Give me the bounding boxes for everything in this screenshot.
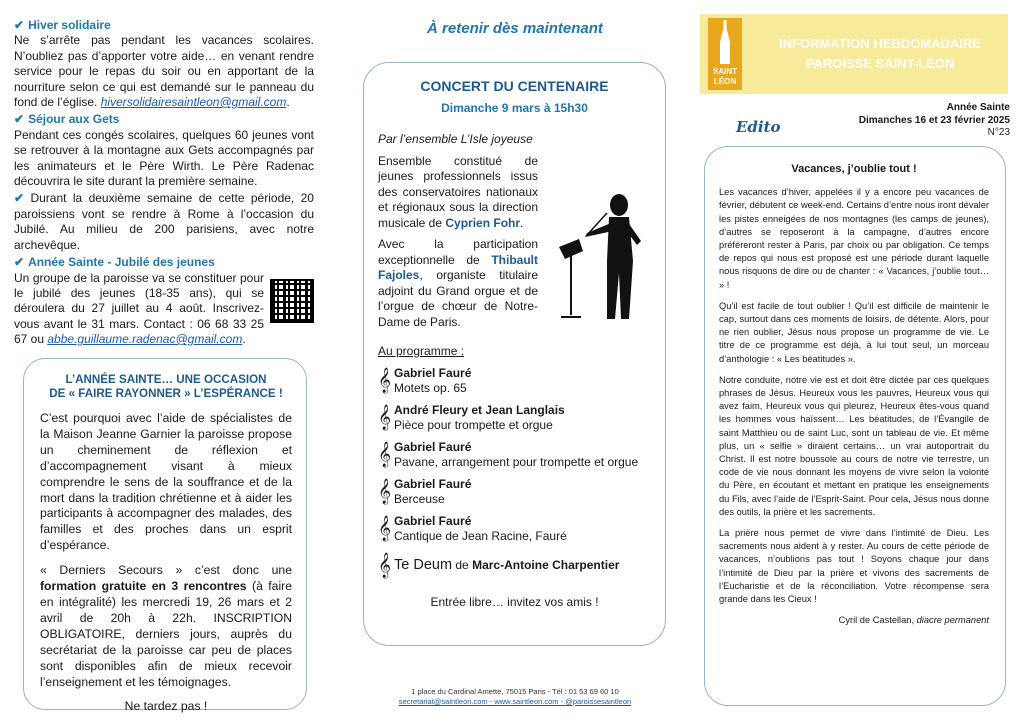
church-logo xyxy=(708,18,742,90)
work: Motets op. 65 xyxy=(394,381,467,395)
email-link[interactable]: abbe.guillaume.radenac@gmail.com xyxy=(47,332,243,347)
programme-heading: Au programme : xyxy=(378,344,465,358)
treble-clef-icon: 𝄞 xyxy=(378,441,392,467)
section-hiver-solidaire xyxy=(14,18,314,110)
section-body-text: Durant la deuxième semaine de cette période, 20 paroissiens vont se rendre à Rome à l’occasion du Jubilé. Au milieu de 200 parisiens, avec notre archevêque. xyxy=(14,191,314,252)
composer: André Fleury et Jean Langlais xyxy=(394,402,565,417)
section-title-text: Hiver solidaire xyxy=(28,18,111,32)
conductor-silhouette xyxy=(557,191,647,321)
header-banner xyxy=(700,14,1008,94)
box-text: « Derniers Secours » c’est donc une xyxy=(40,563,292,578)
edito-paragraph: Qu’il est facile de tout oublier ! Qu’il est difficile de maintenir le cap, surtout dans ces moments de loisirs, de détente. Alors, pour ne rien oublier, Jésus nous propose un programme de vie. Le titre de ce programme est déjà, à lui tout seul, un morceau d’anthologie : « Les béatitudes ». xyxy=(719,300,989,364)
banner-line1: INFORMATION HEBDOMADAIRE xyxy=(779,36,981,51)
programme-label: Au programme xyxy=(378,344,458,358)
desc-text: Ensemble constitué de jeunes professionnels issus des conservatoires nationaux et régionaux sous la direction musicale de xyxy=(378,153,538,230)
section-title xyxy=(14,112,314,127)
footer-address: 1 place du Cardinal Amette, 75015 Paris - Tél : 01 53 69 60 10 xyxy=(411,687,619,696)
signature-role: diacre permanent xyxy=(916,615,989,626)
programme-item xyxy=(378,366,651,397)
check-icon: ✔ xyxy=(14,112,25,127)
box-title-line2: DE « FAIRE RAYONNER » L’ESPÉRANCE ! xyxy=(49,387,283,400)
composer: Gabriel Fauré xyxy=(394,513,472,528)
edito-title: Vacances, j’oublie tout ! xyxy=(791,163,917,175)
edito-paragraph: Les vacances d’hiver, appelées il y a encore peu vacances de février, débutent ce week-end. Certains d’entre nous iront dévaler les pistes enneigées de nos montagnes (les camps de jeunes), d’autres se reposeront à la campagne, d’autres encore préféreront rester à Paris, par choix ou par obligation. Ce temps de repos qui nous est proposé est une période durant laquelle nous risquons de dire ou de chanter : « Vacances, j’oublie tout… » ! xyxy=(719,187,989,290)
box-text: (à faire en intégralité) les mercredi 19, 26 mars et 2 avril de 20h à 22h. INSCRIPTION OBLIGATOIRE, derniers jours, auprès du secrétariat de la paroisse car peu de places sont disponibles afin de mieux recevoir l’enseignement et les témoignages. xyxy=(40,579,292,689)
check-icon: ✔ xyxy=(14,255,25,270)
section-body: Pendant ces congés scolaires, quelques 60 jeunes vont se retrouver à la montagne aux Gets accompagnés par les animateurs et le Père Wirth. Le Père Radenac découvrira le site durant la première semaine. xyxy=(14,127,314,189)
programme-text xyxy=(394,477,471,508)
programme-item xyxy=(378,551,651,581)
section-rome xyxy=(14,191,314,253)
box-paragraph: C’est pourquoi avec l’aide de spécialistes de la Maison Jeanne Garnier la paroisse propose un cheminement de réflexion et d’accompagnement visant à mieux comprendre le sens de la souffrance et de la mort dans la tradition chrétienne et à aider les participants à accompagner des malades, des familles et des proches dans un esprit d’espérance. xyxy=(40,411,292,553)
year-label: Année Sainte xyxy=(946,102,1010,113)
composer: Gabriel Fauré xyxy=(394,439,472,454)
box-closing: Ne tardez pas ! xyxy=(124,699,208,714)
entry-note: Entrée libre… invitez vos amis ! xyxy=(430,594,599,609)
programme-text xyxy=(394,514,567,545)
issue-number: N°23 xyxy=(987,127,1010,138)
ensemble-description: Ensemble constitué de jeunes professionnels issus des conservatoires nationaux et régionaux sous la direction musicale de Cyprien Fohr. xyxy=(378,153,538,230)
participation-description xyxy=(378,237,538,330)
middle-heading: À retenir dès maintenant xyxy=(427,20,603,37)
treble-clef-icon: 𝄞 xyxy=(378,515,392,541)
programme-item xyxy=(378,403,651,434)
treble-clef-icon: 𝄞 xyxy=(378,367,392,393)
section-body xyxy=(14,191,314,253)
section-title-text: Année Sainte - Jubilé des jeunes xyxy=(28,255,215,270)
footer-links[interactable]: secretariat@saintleon.com - www.saintleon.com - @paroissesaintleon xyxy=(398,697,632,706)
box-paragraph xyxy=(40,563,292,690)
check-icon: ✔ xyxy=(14,191,25,206)
box-title xyxy=(40,373,292,401)
section-body: Ne s’arrête pas pendant les vacances scolaires. N’oubliez pas d’apporter votre aide… en venant rendre service pour le repas du soir ou en apportant de la nourriture selon ce qui est demandé sur le panneau du fond de l’église. hiversolidairesaintleon@gmail.com. xyxy=(14,33,314,110)
te-deum-de: de xyxy=(455,557,469,572)
work: Cantique de Jean Racine, Fauré xyxy=(394,529,567,543)
footer xyxy=(355,687,675,707)
composer: Marc-Antoine Charpentier xyxy=(472,557,620,572)
section-sejour-gets xyxy=(14,112,314,189)
section-title-text: Séjour aux Gets xyxy=(28,112,120,127)
edito-label: Edito xyxy=(736,118,781,136)
te-deum-title: Te Deum xyxy=(394,556,453,573)
concert-box xyxy=(363,62,666,646)
logo-text-1: SAINT xyxy=(713,67,737,76)
logo-text-2: LÉON xyxy=(713,77,737,86)
issue-meta xyxy=(859,102,1010,140)
banner-line2: PAROISSE SAINT-LÉON xyxy=(805,56,955,71)
left-column xyxy=(14,0,314,350)
edito-box xyxy=(704,146,1006,706)
check-icon: ✔ xyxy=(14,18,25,32)
box-bold-text: formation gratuite en 3 rencontres xyxy=(40,579,247,594)
signature-name: Cyril de Castellan, xyxy=(838,615,915,626)
composer: Gabriel Fauré xyxy=(394,365,472,380)
treble-clef-icon: 𝄞 xyxy=(378,404,392,430)
section-title xyxy=(14,255,314,270)
programme-item xyxy=(378,440,651,471)
programme-text xyxy=(394,366,471,397)
programme-text xyxy=(394,558,619,574)
programme-item xyxy=(378,514,651,545)
work: Pavane, arrangement pour trompette et orgue xyxy=(394,455,639,469)
programme-text xyxy=(394,403,565,434)
edito-signature xyxy=(719,614,989,627)
annee-sainte-box xyxy=(23,358,307,714)
work: Pièce pour trompette et orgue xyxy=(394,418,553,432)
edito-paragraph: La prière nous permet de vivre dans l’intimité de Dieu. Les sacrements nous aident à y rester. Au cours de cette période de vacances, n’oublions pas tout ! Soyons chaque jour dans l’intimité de Dieu par la prière et vivons des sacrements de l’Eucharistie et de la réconciliation. Votre récompense sera grande dans les Cieux ! xyxy=(719,528,989,605)
section-body-text: Ne s’arrête pas pendant les vacances scolaires. N’oubliez pas d’apporter votre aide… en venant rendre service pour le repas du soir ou en apportant de la nourriture selon ce qui est demandé sur le panneau du fond de l’église. xyxy=(14,33,314,110)
banner-title xyxy=(760,34,1000,74)
work: Berceuse xyxy=(394,492,445,506)
desc-text: , organiste titulaire adjoint du Grand orgue et de l’orgue de chœur de Notre-Dame de Paris. xyxy=(378,268,538,329)
email-link[interactable]: hiversolidairesaintleon@gmail.com xyxy=(100,95,287,110)
section-body-text: Un groupe de la paroisse va se constituer pour le jubilé des jeunes (18-35 ans), qui se déroulera du 27 juillet au 4 août. Inscrivez-vous avant le 31 mars. Contact : 06 68 33 25 67 ou xyxy=(14,270,264,347)
composer: Gabriel Fauré xyxy=(394,476,472,491)
ensemble-name: Par l’ensemble L’Isle joyeuse xyxy=(378,132,533,146)
section-title xyxy=(14,18,314,33)
edito-paragraph: Notre conduite, notre vie est et doit être dictée par ces quelques phrases de Jésus. Heureux vous les pauvres, Heureux vous qui avez faim, Heureux vous qui pleurez, Heureux êtes-vous quand les hommes vous haïssent… Les béatitudes, de l’Évangile de saint Matthieu ou de saint Luc, sont un tableau de vie. Et même plus, un « selfie » diraient certains… un vrai autoportrait du Christ. Il est notre boussole au cours de notre vie terrestre, un code de vie nous donnant les moyens de vivre selon la volonté du Père, en écoutant et mettant en pratique les enseignements du Fils, avec l’aide de l’Esprit-Saint. Pour cela, Jésus nous donne des outils, la prière et les sacrements. xyxy=(719,374,989,517)
desc-text: Avec la participation exceptionnelle de xyxy=(378,237,538,267)
concert-title: CONCERT DU CENTENAIRE xyxy=(420,78,609,94)
treble-clef-icon: 𝄞 xyxy=(378,552,392,578)
treble-clef-icon: 𝄞 xyxy=(378,478,392,504)
programme-item xyxy=(378,477,651,508)
section-jubile-jeunes xyxy=(14,255,314,349)
box-title-line1: L’ANNÉE SAINTE… UNE OCCASION xyxy=(65,373,267,386)
organist-name: Thibault Fajoles xyxy=(378,252,538,282)
concert-date: Dimanche 9 mars à 15h30 xyxy=(441,100,588,115)
conductor-name: Cyprien Fohr xyxy=(445,215,521,230)
jubile-row xyxy=(14,271,314,350)
issue-dates: Dimanches 16 et 23 février 2025 xyxy=(858,114,1010,126)
section-body: Un groupe de la paroisse va se constituer pour le jubilé des jeunes (18-35 ans), qui se déroulera du 27 juillet au 4 août. Inscrivez-vous avant le 31 mars. Contact : 06 68 33 25 67 ou abbe.guillaume.radenac@gmail.com. xyxy=(14,270,264,347)
qr-code[interactable] xyxy=(270,279,314,323)
programme-text xyxy=(394,440,638,471)
